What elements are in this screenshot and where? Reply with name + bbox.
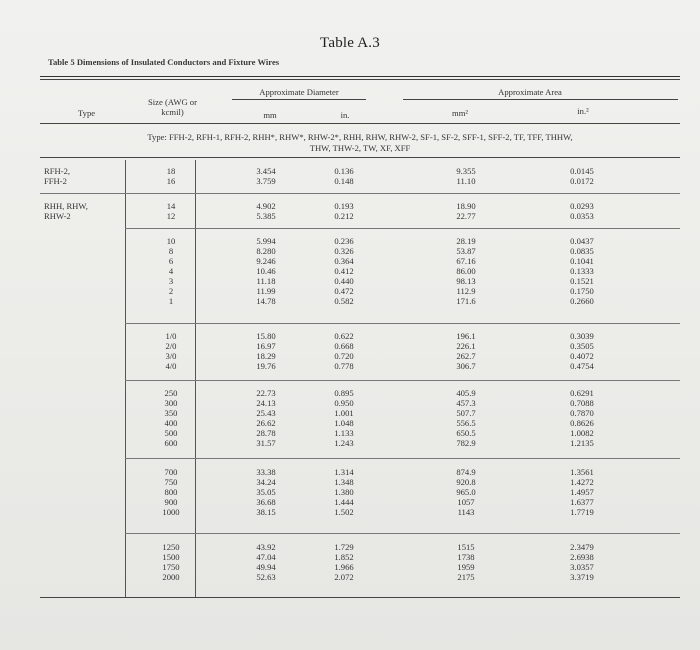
size-column-divider: [195, 160, 196, 597]
in-cell: 0.622 0.668 0.720 0.778: [334, 331, 354, 371]
header-type: Type: [78, 108, 96, 118]
mm2-cell: 9.355 11.10: [456, 166, 476, 186]
in-cell: 1.314 1.348 1.380 1.444 1.502: [334, 467, 354, 517]
mm2-cell: 28.19 53.87 67.16 86.00 98.13 112.9 171.6: [456, 236, 476, 306]
size-cell: 250 300 350 400 500 600: [164, 388, 178, 448]
size-cell: 18 16: [166, 166, 176, 186]
mm-cell: 33.38 34.24 35.05 36.68 38.15: [256, 467, 276, 517]
header-mm2: mm²: [452, 108, 468, 118]
in-cell: 0.193 0.212: [334, 201, 354, 221]
top-rule: [40, 76, 680, 77]
type-cell: RHH, RHW, RHW-2: [44, 201, 88, 221]
in2-cell: 0.0437 0.0835 0.1041 0.1333 0.1521 0.1750 0.2660: [570, 236, 594, 306]
in-cell: 1.729 1.852 1.966 2.072: [334, 542, 354, 582]
in-cell: 0.895 0.950 1.001 1.048 1.133 1.243: [334, 388, 354, 448]
type-note: Type: FFH-2, RFH-1, RFH-2, RHH*, RHW*, RHW-2*, RHH, RHW, RHW-2, SF-1, SF-2, SFF-1, SFF-2, TF, TFF, THHW, THW, THW-2, TW, XF, XFF: [147, 132, 573, 153]
top-rule-thin: [40, 79, 680, 80]
mm-cell: 15.80 16.97 18.29 19.76: [256, 331, 276, 371]
table-title: Table A.3: [320, 35, 380, 51]
header-approximate-diameter: Approximate Diameter: [259, 87, 339, 97]
in2-cell: 0.3039 0.3505 0.4072 0.4754: [570, 331, 594, 371]
in2-cell: 0.0293 0.0353: [570, 201, 594, 221]
bottom-rule: [40, 597, 680, 598]
mm2-cell: 874.9 920.8 965.0 1057 1143: [456, 467, 476, 517]
group-rule: [125, 228, 680, 229]
mm-cell: 22.73 24.13 25.43 26.62 28.78 31.57: [256, 388, 276, 448]
size-cell: 700 750 800 900 1000: [162, 467, 180, 517]
header-bottom-rule: [40, 123, 680, 124]
mm-cell: 43.92 47.04 49.94 52.63: [256, 542, 276, 582]
group-rule: [125, 458, 680, 459]
header-in: in.: [340, 110, 350, 120]
size-cell: 14 12: [166, 201, 176, 221]
size-cell: 1250 1500 1750 2000: [162, 542, 180, 582]
size-cell: 10 8 6 4 3 2 1: [166, 236, 176, 306]
header-approximate-area: Approximate Area: [498, 87, 562, 97]
mm-cell: 4.902 5.385: [256, 201, 276, 221]
in2-cell: 0.0145 0.0172: [570, 166, 594, 186]
type-column-divider: [125, 160, 126, 597]
mm-cell: 3.454 3.759: [256, 166, 276, 186]
mm2-cell: 196.1 226.1 262.7 306.7: [456, 331, 476, 371]
in2-cell: 2.3479 2.6938 3.0357 3.3719: [570, 542, 594, 582]
group-rule: [125, 533, 680, 534]
table-caption: Table 5 Dimensions of Insulated Conductors and Fixture Wires: [48, 57, 280, 67]
mm-cell: 5.994 8.280 9.246 10.46 11.18 11.99 14.78: [256, 236, 276, 306]
area-header-rule: [403, 99, 678, 100]
group-rule: [40, 193, 680, 194]
diameter-header-rule: [232, 99, 366, 100]
type-cell: RFH-2, FFH-2: [44, 166, 71, 186]
mm2-cell: 18.90 22.77: [456, 201, 476, 221]
size-cell: 1/0 2/0 3/0 4/0: [165, 331, 177, 371]
header-mm: mm: [263, 110, 277, 120]
in2-cell: 0.6291 0.7088 0.7870 0.8626 1.0082 1.2135: [570, 388, 594, 448]
in-cell: 0.236 0.326 0.364 0.412 0.440 0.472 0.582: [334, 236, 354, 306]
in-cell: 0.136 0.148: [334, 166, 354, 186]
note-bottom-rule: [40, 157, 680, 158]
header-in2: in.²: [577, 106, 589, 116]
group-rule: [125, 380, 680, 381]
header-size: Size (AWG or kcmil): [148, 97, 197, 117]
mm2-cell: 405.9 457.3 507.7 556.5 650.5 782.9: [456, 388, 476, 448]
group-rule: [125, 323, 680, 324]
in2-cell: 1.3561 1.4272 1.4957 1.6377 1.7719: [570, 467, 594, 517]
mm2-cell: 1515 1738 1959 2175: [457, 542, 475, 582]
